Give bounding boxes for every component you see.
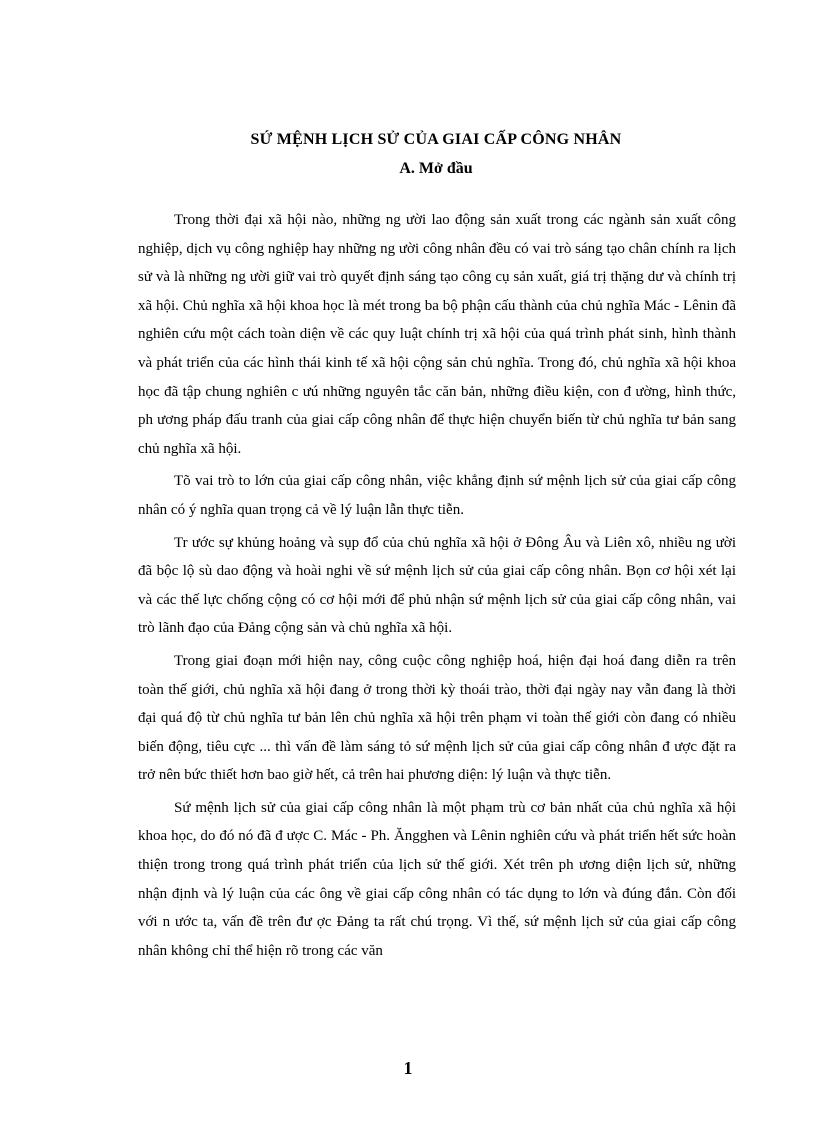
paragraph: Tr ước sự khủng hoảng và sụp đổ của chủ nghĩa xã hội ở Đông Âu và Liên xô, nhiều ng ười đã bộc lộ sù dao động và hoài nghi về sứ mệnh lịch sử của giai cấp công nhân. Bọn cơ hội xét lại và các thế lực chống cộng có cơ hội mới để phủ nhận sứ mệnh lịch sử của giai cấp công nhân, vai trò lãnh đạo của Đảng cộng sản và chủ nghĩa xã hội. bbox=[138, 534, 736, 637]
section-heading: A. Mở đầu bbox=[399, 160, 473, 177]
paragraph: Tõ vai trò to lớn của giai cấp công nhân, việc khẳng định sứ mệnh lịch sử của giai cấp công nhân có ý nghĩa quan trọng cả về lý luận lẫn thực tiễn. bbox=[138, 473, 736, 518]
document-title: SỨ MỆNH LỊCH SỬ CỦA GIAI CẤP CÔNG NHÂN bbox=[250, 131, 622, 148]
paragraph: Sứ mệnh lịch sử của giai cấp công nhân là một phạm trù cơ bản nhất của chủ nghĩa xã hội khoa học, do đó nó đã đ ược C. Mác - Ph. Ăngghen và Lênin nghiên cứu và phát triển hết sức hoàn thiện trong trong quá trình phát triển của lịch sử thế giới. Xét trên ph ương diện lịch sử, những nhận định và lý luận của các ông về giai cấp công nhân có tác dụng to lớn và đúng đắn. Còn đối với n ước ta, vấn đề trên đư ợc Đảng ta rất chú trọng. Vì thế, sứ mệnh lịch sử của giai cấp công nhân không chỉ thể hiện rõ trong các văn bbox=[138, 799, 736, 959]
document-body bbox=[138, 206, 736, 969]
paragraph: Trong giai đoạn mới hiện nay, công cuộc công nghiệp hoá, hiện đại hoá đang diễn ra trên toàn thế giới, chủ nghĩa xã hội đang ở trong thời kỳ thoái trào, thời đại ngày nay vẫn đang là thời đại quá độ từ chủ nghĩa tư bản lên chủ nghĩa xã hội trên phạm vi toàn thế giới còn đang có nhiều biến động, tiêu cực ... thì vấn đề làm sáng tỏ sứ mệnh lịch sử của giai cấp công nhân đ ược đặt ra trở nên bức thiết hơn bao giờ hết, cả trên hai phương diện: lý luận và thực tiễn. bbox=[138, 652, 736, 784]
paragraph: Trong thời đại xã hội nào, những ng ười lao động sản xuất trong các ngành sản xuất công nghiệp, dịch vụ công nghiệp hay những ng ười công nhân đều có vai trò sáng tạo chân chính ra lịch sử và là những ng ười giữ vai trò quyết định sáng tạo công cụ sản xuất, giá trị thặng dư và chính trị xã hội. Chủ nghĩa xã hội khoa học là mét trong ba bộ phận cấu thành của chủ nghĩa Mác - Lênin đã nghiên cứu một cách toàn diện về các quy luật chính trị xã hội của quá trình phát sinh, hình thành và phát triển của các hình thái kinh tế xã hội cộng sản chủ nghĩa. Trong đó, chủ nghĩa xã hội khoa học đã tập chung nghiên c ưú những nguyên tắc căn bản, những điều kiện, con đ ường, hình thức, ph ương pháp đấu tranh của giai cấp công nhân để thực hiện chuyển biến từ chủ nghĩa tư bản sang chủ nghĩa xã hội. bbox=[138, 212, 736, 457]
page-number: 1 bbox=[403, 1058, 413, 1078]
